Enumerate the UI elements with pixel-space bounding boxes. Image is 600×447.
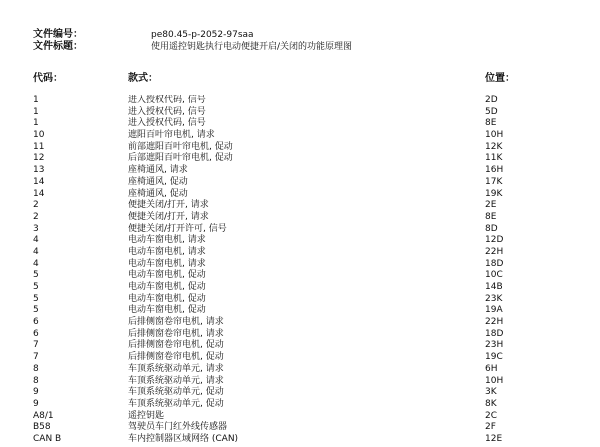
row-code: 1	[33, 106, 39, 117]
row-text: 遮阳百叶帘电机, 请求	[128, 130, 215, 141]
row-position: 17K	[485, 176, 503, 187]
row-position: 22H	[485, 317, 504, 328]
document-number-label: 文件编号：	[33, 29, 83, 40]
table-row	[0, 434, 600, 446]
row-text: 后部遮阳百叶帘电机, 促动	[128, 153, 233, 164]
row-text: 遥控钥匙	[128, 410, 165, 421]
row-code: 1	[33, 95, 39, 105]
row-code: 9	[33, 387, 39, 398]
row-position: 8E	[485, 118, 497, 129]
row-position: 11K	[485, 153, 503, 164]
row-code: 11	[33, 141, 45, 152]
row-position: 6H	[485, 363, 498, 374]
row-code: A8/1	[33, 410, 54, 421]
row-position: 2F	[485, 422, 496, 433]
row-position: 19A	[485, 305, 503, 316]
table-row	[0, 364, 600, 376]
row-position: 23K	[485, 293, 503, 304]
row-code: 3	[33, 223, 39, 234]
table-row	[0, 270, 600, 282]
row-position: 16H	[485, 165, 504, 176]
row-code: 6	[33, 317, 39, 328]
row-code: 13	[33, 165, 45, 176]
table-row	[0, 142, 600, 154]
row-position: 10C	[485, 270, 503, 281]
table-row	[0, 130, 600, 142]
header-text: 款式：	[128, 73, 158, 84]
row-position: 2D	[485, 95, 498, 105]
table-row	[0, 329, 600, 341]
row-code: 8	[33, 363, 39, 374]
row-text: 车顶系统驱动单元, 促动	[128, 398, 224, 409]
table-row	[0, 200, 600, 212]
row-position: 8K	[485, 398, 497, 409]
row-position: 23H	[485, 340, 504, 351]
table-row	[0, 247, 600, 259]
row-code: 12	[33, 153, 45, 164]
row-position: 22H	[485, 246, 504, 257]
row-code: 2	[33, 211, 39, 222]
row-position: 19K	[485, 188, 503, 199]
row-code: 7	[33, 340, 39, 351]
row-position: 2C	[485, 410, 498, 421]
table-row	[0, 212, 600, 224]
row-text: 进入授权代码, 信号	[128, 118, 206, 129]
row-code: 4	[33, 235, 39, 246]
table-row	[0, 259, 600, 271]
row-position: 12E	[485, 433, 503, 444]
row-code: 8	[33, 375, 39, 386]
row-text: 进入授权代码, 信号	[128, 106, 206, 117]
row-position: 18D	[485, 258, 504, 269]
row-position: 5D	[485, 106, 498, 117]
row-code: 1	[33, 118, 39, 129]
row-position: 19C	[485, 352, 503, 363]
row-text: 后排侧窗卷帘电机, 促动	[128, 340, 224, 351]
row-code: 5	[33, 293, 39, 304]
table-row	[0, 352, 600, 364]
row-code: 4	[33, 258, 39, 269]
row-text: 车顶系统驱动单元, 请求	[128, 375, 224, 386]
table-row	[0, 165, 600, 177]
table-row	[0, 177, 600, 189]
row-code: 14	[33, 188, 45, 199]
row-text: 电动车窗电机, 请求	[128, 235, 206, 246]
row-text: 电动车窗电机, 促动	[128, 305, 206, 316]
document-number-value: pe80.45-p-2052-97saa	[151, 30, 254, 40]
row-position: 10H	[485, 375, 504, 386]
row-text: 电动车窗电机, 请求	[128, 258, 206, 269]
row-position: 12K	[485, 141, 503, 152]
table-row	[0, 153, 600, 165]
row-code: 2	[33, 200, 39, 211]
row-position: 2E	[485, 200, 497, 211]
row-text: 驾驶员车门红外线传感器	[128, 422, 228, 433]
table-row	[0, 340, 600, 352]
row-code: 5	[33, 305, 39, 316]
row-text: 前部遮阳百叶帘电机, 促动	[128, 141, 233, 152]
row-position: 14B	[485, 282, 503, 292]
row-code: 4	[33, 246, 39, 257]
row-text: 车顶系统驱动单元, 促动	[128, 387, 224, 398]
table-row	[0, 224, 600, 236]
row-text: 便捷关闭/打开, 请求	[128, 211, 209, 222]
row-text: 座椅通风, 促动	[128, 176, 188, 187]
row-text: 车内控制器区域网络 (CAN)	[128, 433, 239, 444]
row-position: 12D	[485, 235, 504, 246]
table-row	[0, 95, 600, 107]
row-code: 9	[33, 398, 39, 409]
document-title-value: 使用遥控钥匙执行电动便捷开启/关闭的功能原理图	[151, 42, 353, 52]
row-text: 进入授权代码, 信号	[128, 95, 206, 105]
row-text: 车顶系统驱动单元, 请求	[128, 363, 224, 374]
row-position: 8D	[485, 223, 498, 234]
legend-table	[0, 95, 600, 447]
table-row	[0, 118, 600, 130]
header-code: 代码：	[33, 73, 63, 84]
row-code: 6	[33, 328, 39, 339]
row-position: 3K	[485, 387, 497, 398]
table-row	[0, 189, 600, 201]
row-code: 5	[33, 282, 39, 292]
table-row	[0, 294, 600, 306]
row-code: 7	[33, 352, 39, 363]
table-row	[0, 235, 600, 247]
row-text: 电动车窗电机, 促动	[128, 293, 206, 304]
table-row	[0, 317, 600, 329]
row-text: 便捷关闭/打开许可, 信号	[128, 223, 227, 234]
table-row	[0, 282, 600, 294]
table-row	[0, 387, 600, 399]
row-code: CAN B	[33, 433, 62, 444]
row-position: 10H	[485, 130, 504, 141]
row-code: 10	[33, 130, 45, 141]
table-row	[0, 422, 600, 434]
header-position: 位置：	[485, 73, 515, 84]
table-row	[0, 399, 600, 411]
row-code: B58	[33, 422, 51, 433]
row-text: 座椅通风, 促动	[128, 188, 188, 199]
row-text: 座椅通风, 请求	[128, 165, 188, 176]
row-text: 电动车窗电机, 请求	[128, 246, 206, 257]
table-row	[0, 107, 600, 119]
row-position: 8E	[485, 211, 497, 222]
table-header	[0, 73, 600, 85]
row-text: 后排侧窗卷帘电机, 请求	[128, 317, 224, 328]
row-code: 5	[33, 270, 39, 281]
table-row	[0, 376, 600, 388]
row-text: 电动车窗电机, 促动	[128, 270, 206, 281]
row-position: 18D	[485, 328, 504, 339]
row-text: 便捷关闭/打开, 请求	[128, 200, 209, 211]
table-row	[0, 411, 600, 423]
table-row	[0, 305, 600, 317]
document-title-label: 文件标题：	[33, 41, 83, 52]
row-code: 14	[33, 176, 45, 187]
row-text: 后排侧窗卷帘电机, 请求	[128, 328, 224, 339]
row-text: 电动车窗电机, 促动	[128, 282, 206, 292]
row-text: 后排侧窗卷帘电机, 促动	[128, 352, 224, 363]
